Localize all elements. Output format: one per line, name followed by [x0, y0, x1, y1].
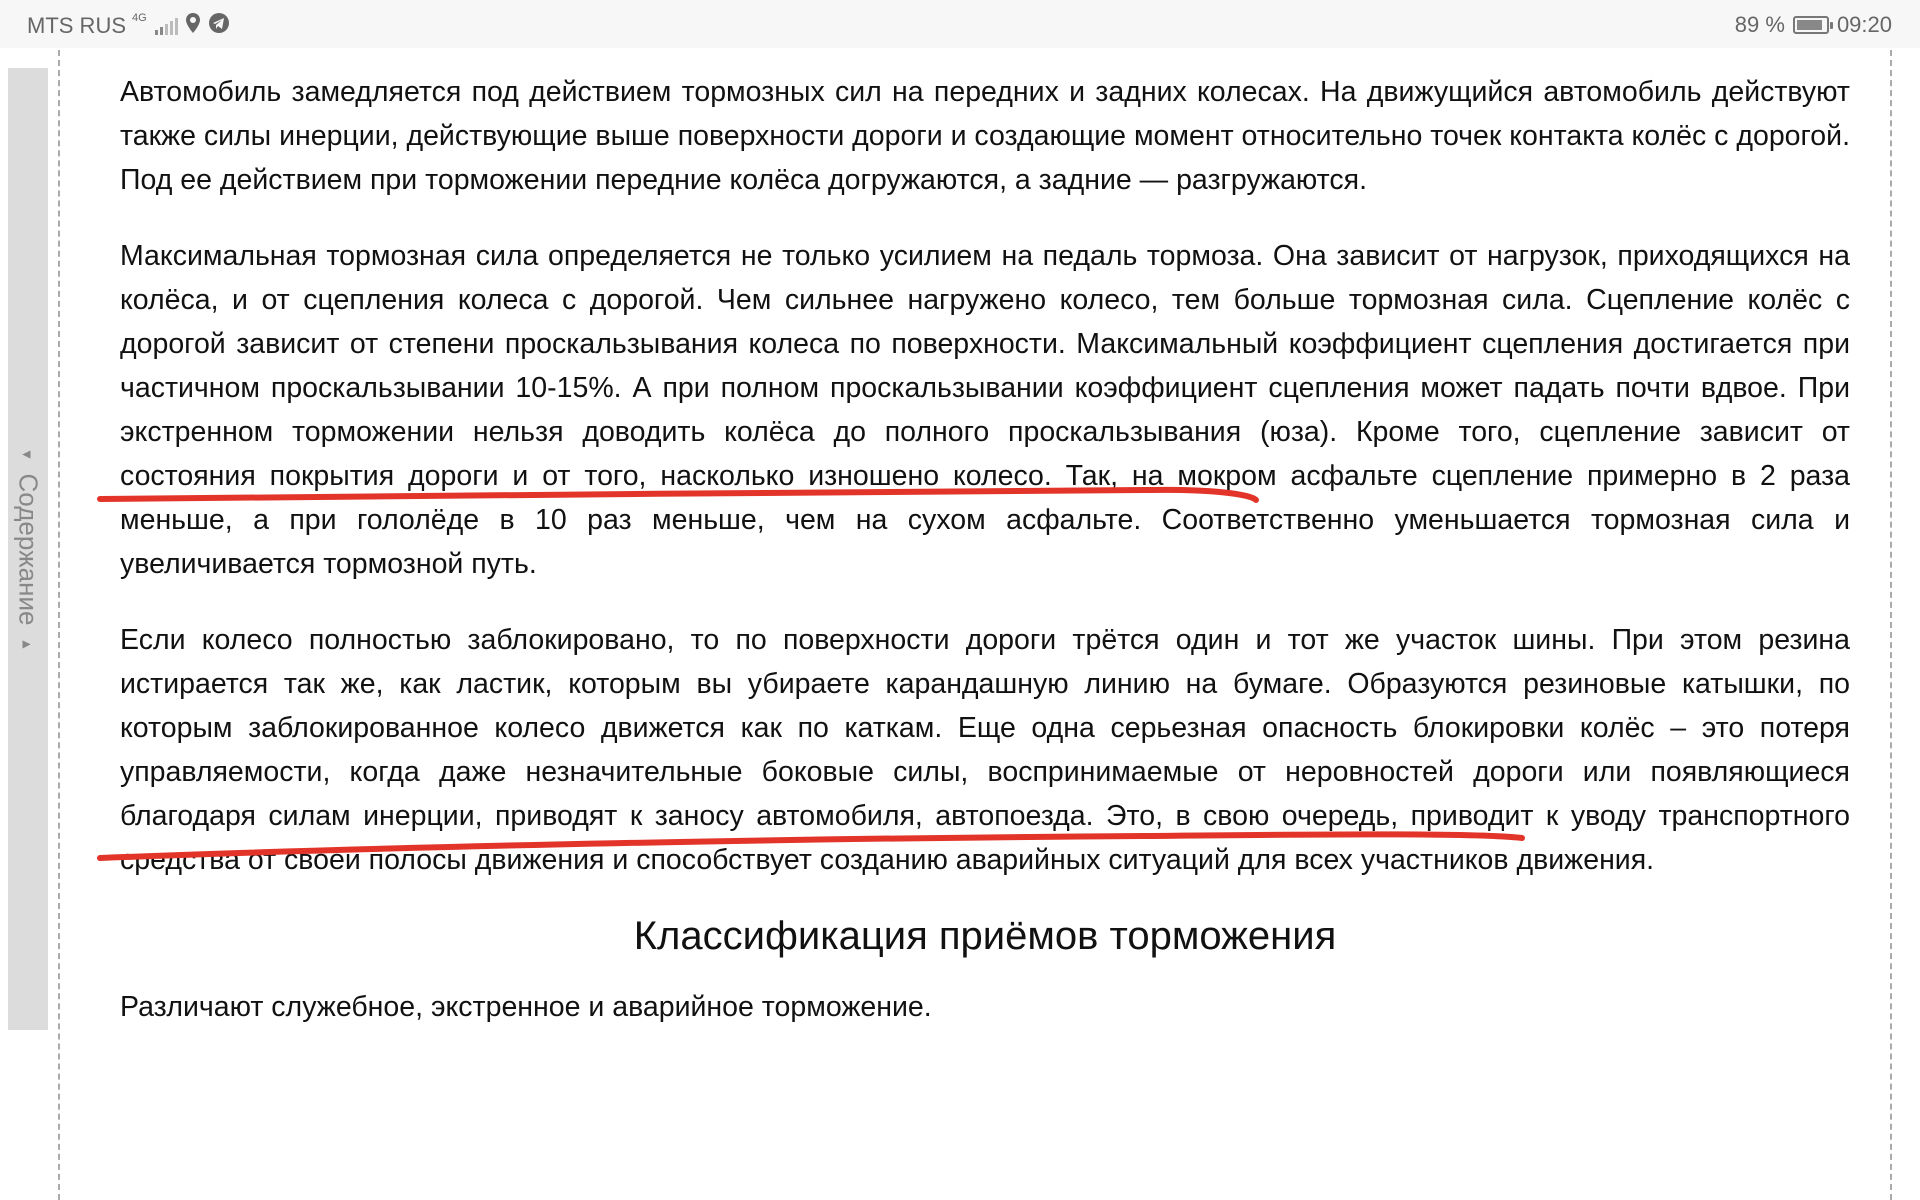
- triangle-icon: ▲: [20, 636, 37, 651]
- carrier-name: MTS RUS: [27, 13, 126, 38]
- paragraph: Максимальная тормозная сила определяется не только усилием на педаль тормоза. Она зависит от нагрузок, приходящихся на колёса, и от сцепления колеса с дорогой. Чем сильнее нагружено колесо, тем больше тормозная сила. Сцепление колёс с дорогой зависит от степени проскальзывания колеса по поверхности. Максимальный коэффициент сцепления достигается при частичном проскальзывании 10-15%. А при полном проскальзывании коэффициент сцепления может падать почти вдвое. При экстренном торможении нельзя доводить колёса до полного проскальзывания (юза). Кроме того, сцепление зависит от состояния покрытия дороги и от того, насколько изношено колесо. Так, на мокром асфальте сцепление примерно в 2 раза меньше, а при гололёде в 10 раз меньше, чем на сухом асфальте. Соответственно уменьшается тормозная сила и увеличивается тормозной путь.: [120, 240, 1850, 580]
- paragraph: Автомобиль замедляется под действием тормозных сил на передних и задних колесах. На движущийся автомобиль действуют также силы инерции, действующие выше поверхности дороги и создающие момент относительно точек контакта колёс с дорогой. Под ее действием при торможении передние колёса догружаются, а задние — разгружаются.: [120, 76, 1850, 196]
- sidebar-label-wrap: [8, 68, 48, 1030]
- triangle-icon: ▼: [20, 447, 37, 462]
- sidebar-label: Содержание: [13, 473, 44, 625]
- signal-icon: [155, 17, 178, 35]
- status-bar: [0, 0, 1920, 48]
- clock: 09:20: [1836, 12, 1892, 37]
- contents-sidebar-tab[interactable]: [8, 68, 48, 1030]
- section-heading: Классификация приёмов торможения: [633, 914, 1337, 958]
- telegram-icon: [208, 12, 230, 40]
- battery-percent: 89 %: [1734, 12, 1785, 37]
- paragraph: Если колесо полностью заблокировано, то по поверхности дороги трётся один и тот же участок шины. При этом резина истирается так же, как ластик, которым вы убираете карандашную линию на бумаге. Образуются резиновые катышки, по которым заблокированное колесо движется как по каткам. Еще одна серьезная опасность блокировки колёс – это потеря управляемости, когда даже незначительные боковые силы, воспринимаемые от неровностей дороги или появляющиеся благодаря силам инерции, приводят к заносу автомобиля, автопоезда. Это, в свою очередь, приводит к уводу транспортного средства от своей полосы движения и способствует созданию аварийных ситуаций для всех участников движения.: [120, 624, 1850, 876]
- status-right: [1735, 12, 1892, 38]
- page-margin-divider: [58, 50, 60, 1200]
- location-icon: [184, 12, 202, 40]
- battery-icon: [1793, 16, 1829, 34]
- status-left: [27, 12, 230, 40]
- sidebar-label-rotated: [13, 447, 44, 651]
- article-content: [120, 70, 1850, 1061]
- page-margin-divider: [1890, 50, 1892, 1200]
- paragraph: Различают служебное, экстренное и аварийное торможение.: [120, 991, 932, 1023]
- network-type: 4G: [132, 12, 147, 24]
